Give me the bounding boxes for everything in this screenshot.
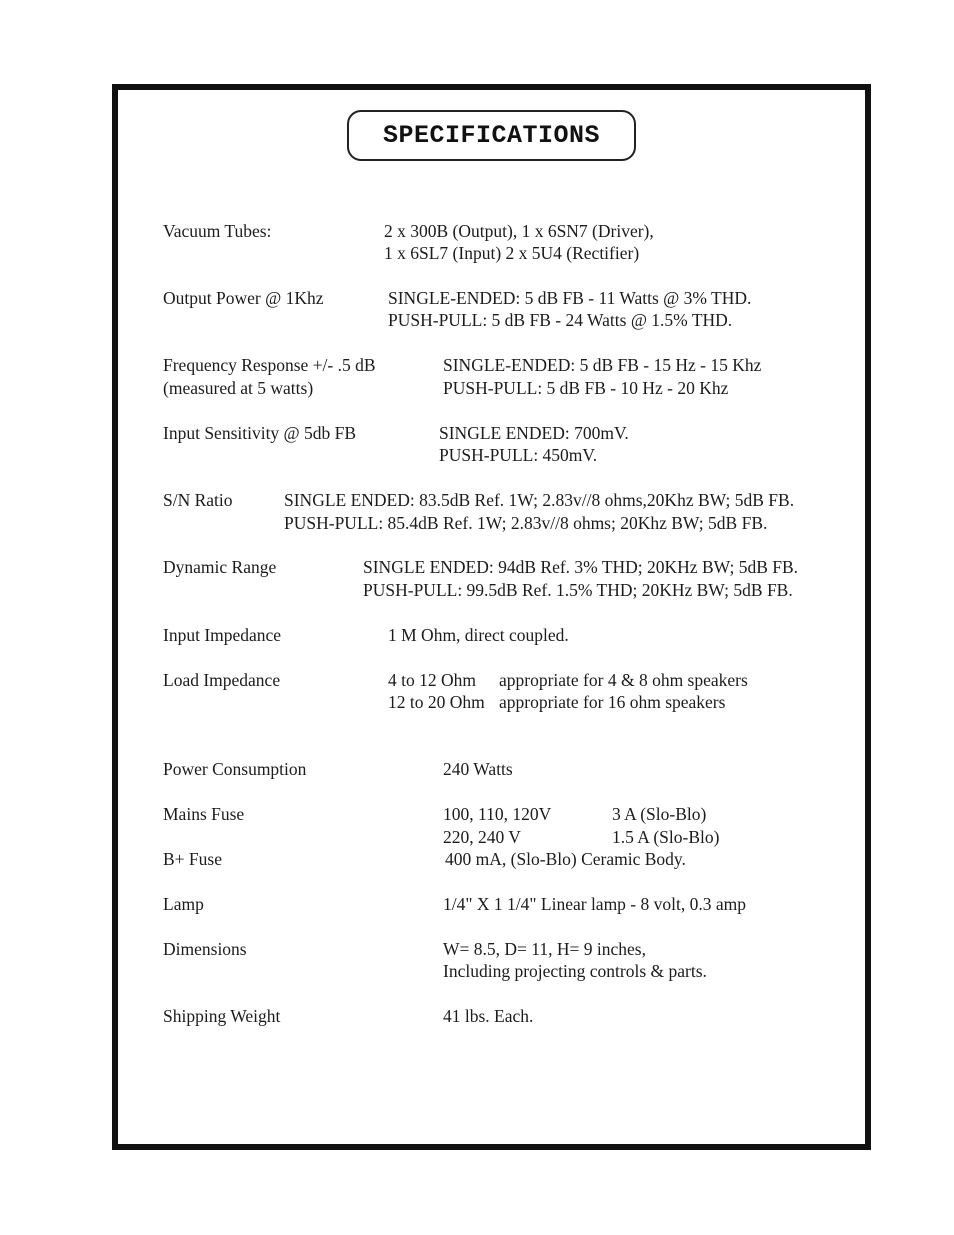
page-title: SPECIFICATIONS: [382, 121, 601, 150]
output-power-label: Output Power @ 1Khz: [163, 288, 324, 308]
load-impedance-label: Load Impedance: [163, 670, 281, 690]
b-plus-fuse-label: B+ Fuse: [163, 849, 222, 869]
mains-fuse-voltage-1: 100, 110, 120V: [443, 804, 552, 824]
shipping-weight-label: Shipping Weight: [163, 1006, 281, 1026]
sn-ratio-value-1: SINGLE ENDED: 83.5dB Ref. 1W; 2.83v//8 ohms,20Khz BW; 5dB FB.: [284, 490, 795, 510]
load-impedance-note-2: appropriate for 16 ohm speakers: [499, 692, 726, 712]
lamp-value: 1/4" X 1 1/4" Linear lamp - 8 volt, 0.3 amp: [443, 894, 746, 914]
input-impedance-value: 1 M Ohm, direct coupled.: [388, 625, 569, 645]
input-sensitivity-value-1: SINGLE ENDED: 700mV.: [439, 423, 629, 443]
vacuum-tubes-value-2: 1 x 6SL7 (Input) 2 x 5U4 (Rectifier): [384, 243, 640, 263]
mains-fuse-rating-2: 1.5 A (Slo-Blo): [612, 827, 720, 847]
title-box: [347, 110, 636, 161]
input-impedance-label: Input Impedance: [163, 625, 282, 645]
shipping-weight-value: 41 lbs. Each.: [443, 1006, 534, 1026]
sn-ratio-label: S/N Ratio: [163, 490, 233, 510]
dimensions-value-1: W= 8.5, D= 11, H= 9 inches,: [443, 939, 646, 959]
dynamic-range-value-1: SINGLE ENDED: 94dB Ref. 3% THD; 20KHz BW; 5dB FB.: [363, 557, 799, 577]
frequency-response-label-2: (measured at 5 watts): [163, 378, 314, 398]
frequency-response-value-1: SINGLE-ENDED: 5 dB FB - 15 Hz - 15 Khz: [443, 355, 762, 375]
b-plus-fuse-value: 400 mA, (Slo-Blo) Ceramic Body.: [445, 849, 686, 869]
mains-fuse-rating-1: 3 A (Slo-Blo): [612, 804, 707, 824]
load-impedance-range-2: 12 to 20 Ohm: [388, 692, 485, 712]
dynamic-range-value-2: PUSH-PULL: 99.5dB Ref. 1.5% THD; 20KHz BW; 5dB FB.: [363, 580, 793, 600]
dynamic-range-label: Dynamic Range: [163, 557, 277, 577]
frequency-response-value-2: PUSH-PULL: 5 dB FB - 10 Hz - 20 Khz: [443, 378, 729, 398]
vacuum-tubes-value-1: 2 x 300B (Output), 1 x 6SN7 (Driver),: [384, 221, 654, 241]
dimensions-value-2: Including projecting controls & parts.: [443, 961, 707, 981]
input-sensitivity-value-2: PUSH-PULL: 450mV.: [439, 445, 598, 465]
output-power-value-2: PUSH-PULL: 5 dB FB - 24 Watts @ 1.5% THD.: [388, 310, 733, 330]
power-consumption-value: 240 Watts: [443, 759, 513, 779]
load-impedance-note-1: appropriate for 4 & 8 ohm speakers: [499, 670, 748, 690]
mains-fuse-voltage-2: 220, 240 V: [443, 827, 521, 847]
frequency-response-label-1: Frequency Response +/- .5 dB: [163, 355, 376, 375]
load-impedance-range-1: 4 to 12 Ohm: [388, 670, 476, 690]
vacuum-tubes-label: Vacuum Tubes:: [163, 221, 272, 241]
lamp-label: Lamp: [163, 894, 204, 914]
sn-ratio-value-2: PUSH-PULL: 85.4dB Ref. 1W; 2.83v//8 ohms; 20Khz BW; 5dB FB.: [284, 513, 768, 533]
output-power-value-1: SINGLE-ENDED: 5 dB FB - 11 Watts @ 3% THD.: [388, 288, 752, 308]
input-sensitivity-label: Input Sensitivity @ 5db FB: [163, 423, 357, 443]
mains-fuse-label: Mains Fuse: [163, 804, 245, 824]
power-consumption-label: Power Consumption: [163, 759, 307, 779]
dimensions-label: Dimensions: [163, 939, 247, 959]
